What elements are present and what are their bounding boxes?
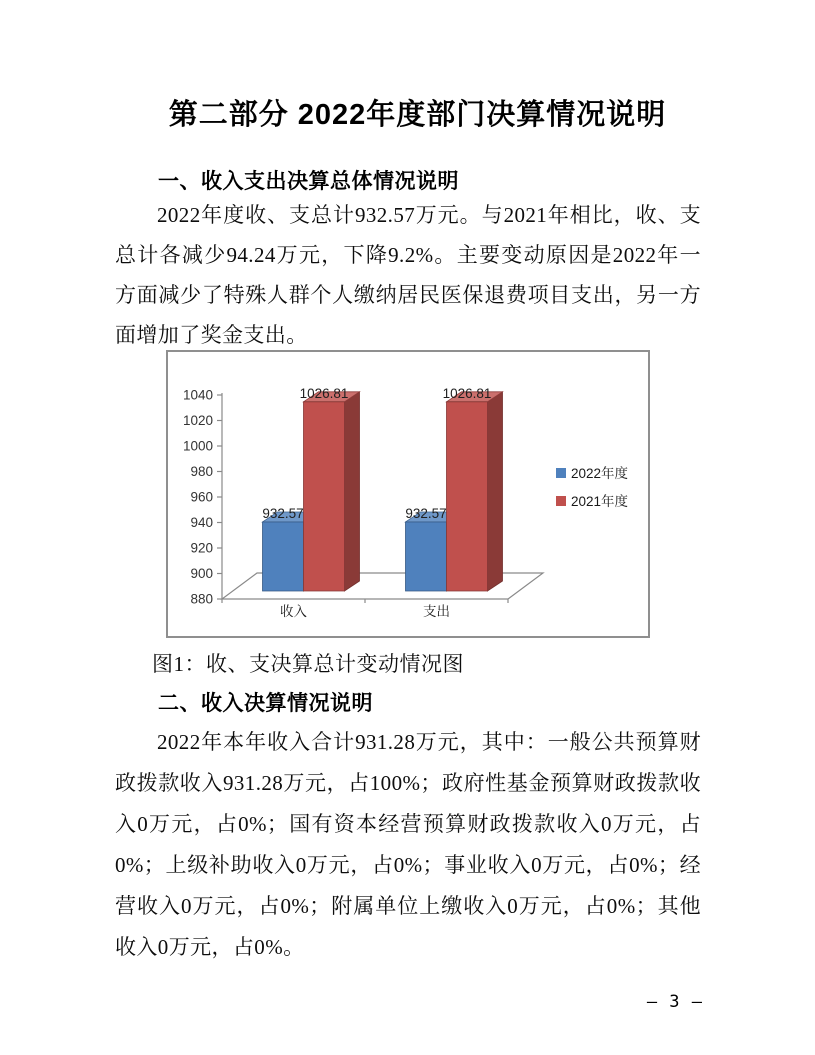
section-2-paragraph: 2022年本年收入合计931.28万元，其中：一般公共预算财政拨款收入931.28万元，占100%；政府性基金预算财政拨款收入0万元，占0%；国有资本经营预算财政拨款收入0万元，占0%；上级补助收入0万元，占0%；事业收入0万元，占0%；经营收入0万元，占0%；附属单位上缴收入0万元，占0%；其他收入0万元，占0%。	[115, 730, 701, 959]
y-axis-tick-label: 880	[190, 591, 213, 607]
legend-swatch	[556, 468, 566, 478]
figure-1-caption: 图1：收、支决算总计变动情况图	[152, 652, 464, 676]
data-label: 932.57	[405, 505, 447, 521]
bar-front-face	[447, 402, 488, 591]
y-axis-tick-label: 920	[190, 540, 213, 556]
y-axis-tick-label: 940	[190, 515, 213, 530]
legend-label: 2021年度	[571, 494, 629, 509]
bar-front-face	[304, 402, 345, 591]
bar-side-face	[488, 392, 503, 591]
data-label: 1026.81	[299, 385, 349, 401]
bar-front-face	[263, 522, 304, 591]
legend-label: 2022年度	[571, 466, 629, 481]
legend-swatch	[556, 496, 566, 506]
bar-front-face	[406, 522, 447, 591]
y-axis-tick-label: 960	[190, 489, 213, 505]
data-label: 1026.81	[442, 385, 492, 401]
y-axis-tick-label: 1020	[182, 413, 213, 428]
y-axis-tick-label: 1040	[182, 387, 213, 403]
page-title: 第二部分 2022年度部门决算情况说明	[168, 99, 667, 131]
y-axis-tick-label: 900	[190, 566, 213, 581]
y-axis-tick-label: 980	[190, 464, 213, 479]
legend-item-2022年度	[556, 465, 629, 481]
y-axis-tick-label: 1000	[182, 438, 213, 454]
section-2-heading: 二、收入决算情况说明	[158, 692, 373, 715]
category-label: 支出	[423, 604, 450, 619]
bar-2021年度-收入	[304, 392, 360, 591]
data-label: 932.57	[262, 505, 304, 521]
bar-2021年度-支出	[447, 392, 503, 591]
legend-item-2021年度	[556, 493, 629, 509]
section-1-paragraph: 2022年度收、支总计932.57万元。与2021年相比，收、支总计各减少94.24万元，下降9.2%。主要变动原因是2022年一方面减少了特殊人群个人缴纳居民医保退费项目支出，另一方面增加了奖金支出。	[115, 203, 701, 347]
section-1-heading: 一、收入支出决算总体情况说明	[158, 170, 459, 193]
bar-side-face	[345, 392, 360, 591]
bar-chart	[168, 352, 648, 636]
category-label: 收入	[280, 604, 307, 619]
page-number: — 3 —	[646, 992, 703, 1012]
figure-1-chart-frame	[166, 350, 650, 638]
